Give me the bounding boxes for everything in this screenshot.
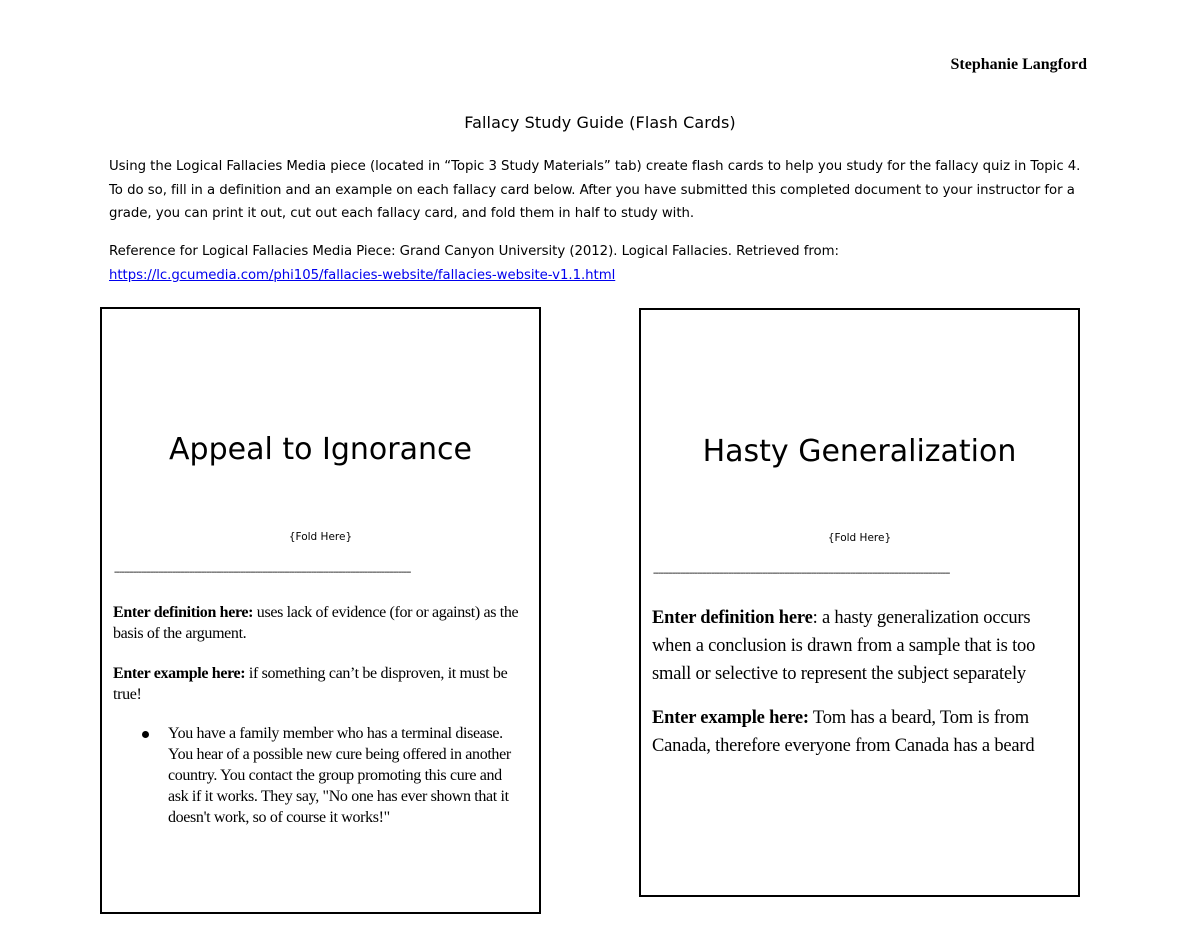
definition-text: uses lack of evidence (for or against) as the basis of the argument. <box>113 604 519 642</box>
card-title: Hasty Generalization <box>702 434 1017 469</box>
document-title: Fallacy Study Guide (Flash Cards) <box>464 113 736 132</box>
fold-here-label: {Fold Here} <box>827 532 892 544</box>
flash-card-hasty-generalization <box>639 308 1080 897</box>
example-bullet-list <box>113 723 523 828</box>
example-label: Enter example here: <box>652 708 809 728</box>
fold-line: -------------------------------------------------------------------------------------------------------------------------- <box>114 567 411 578</box>
definition-text: : a hasty generalization occurs when a conclusion is drawn from a sample that is too small or selective to represent the subject separately <box>652 608 1036 684</box>
author-name: Stephanie Langford <box>950 56 1087 73</box>
example-paragraph <box>652 704 1062 760</box>
reference-paragraph <box>109 240 1094 287</box>
example-text: Tom has a beard, Tom is from Canada, therefore everyone from Canada has a beard <box>652 708 1035 756</box>
definition-paragraph <box>652 604 1062 688</box>
list-item <box>168 723 523 828</box>
reference-text: Reference for Logical Fallacies Media Piece: Grand Canyon University (2012). Logical Fallacies. Retrieved from: <box>109 244 839 259</box>
bullet-text: You have a family member who has a terminal disease. You hear of a possible new cure being offered in another country. You contact the group promoting this cure and ask if it works. They say, "No one has ever shown that it doesn't work, so of course it works!" <box>168 725 511 826</box>
example-label: Enter example here: <box>113 665 246 682</box>
definition-label: Enter definition here: <box>113 604 254 621</box>
card-title: Appeal to Ignorance <box>169 432 472 467</box>
example-text: if something can’t be disproven, it must be true! <box>113 665 508 703</box>
definition-paragraph <box>113 602 523 644</box>
fold-line: -------------------------------------------------------------------------------------------------------------------------- <box>653 568 950 579</box>
flash-card-appeal-to-ignorance <box>100 307 541 914</box>
fold-here-label: {Fold Here} <box>288 531 353 543</box>
card-body <box>113 602 523 828</box>
reference-link[interactable]: https://lc.gcumedia.com/phi105/fallacies-website/fallacies-website-v1.1.html <box>109 267 616 283</box>
definition-label: Enter definition here <box>652 608 813 628</box>
instructions-paragraph: Using the Logical Fallacies Media piece (located in “Topic 3 Study Materials” tab) create flash cards to help you study for the fallacy quiz in Topic 4. To do so, fill in a definition and an example on each fallacy card below. After you have submitted this completed document to your instructor for a grade, you can print it out, cut out each fallacy card, and fold them in half to study with. <box>109 159 1081 221</box>
bullet-icon <box>142 731 149 738</box>
card-body <box>652 604 1062 760</box>
example-paragraph <box>113 663 523 705</box>
